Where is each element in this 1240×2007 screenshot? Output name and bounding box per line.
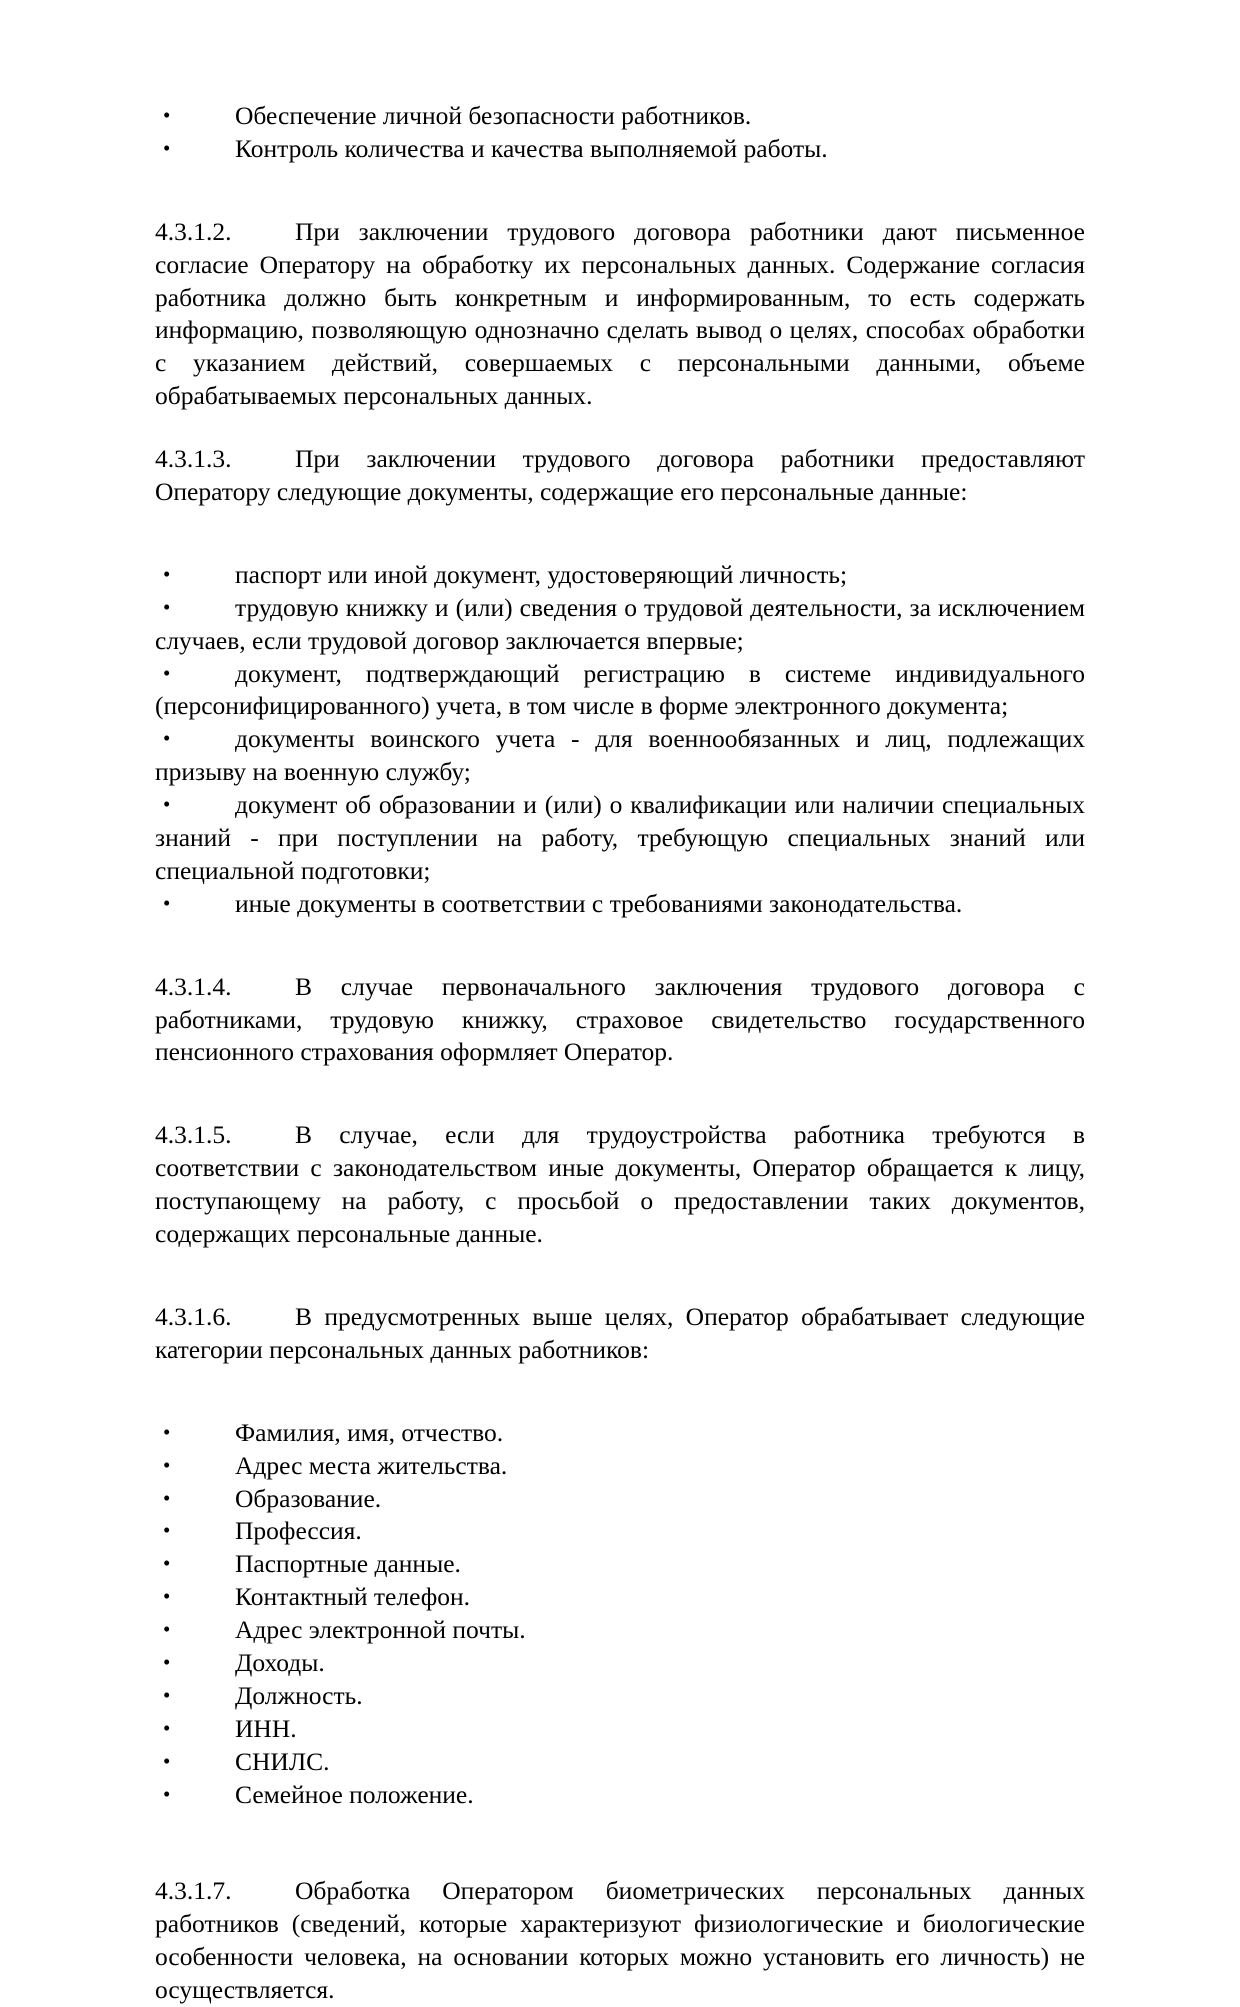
clause-text: В случае, если для трудоустройства работника требуются в соответствии с законодательством иные документы, Оператор обращается к лицу, поступающему на работу, с просьбой о предоставлении таких документов, содержащих персональные данные. (155, 1120, 1085, 1249)
bullet-icon: • (163, 1748, 171, 1773)
bullet-icon: • (163, 726, 171, 751)
list-item (155, 1450, 1085, 1483)
bullet-icon: • (163, 103, 171, 127)
list-item (155, 100, 1085, 133)
clause-4-3-1-3 (155, 443, 1085, 509)
list-item (155, 592, 1085, 658)
list-item-text: Контактный телефон. (235, 1582, 471, 1612)
list-item-text: Фамилия, имя, отчество. (235, 1417, 504, 1447)
bullet-icon: • (163, 890, 171, 915)
clause-number: 4.3.1.7. (155, 1876, 232, 1906)
bullet-icon: • (163, 594, 171, 619)
list-item (155, 1581, 1085, 1614)
list-item-text: паспорт или иной документ, удостоверяющий личность; (235, 559, 848, 589)
document-body (155, 100, 1085, 2007)
clause-text: При заключении трудового договора работники дают письменное согласие Оператору на обработку их персональных данных. Содержание согласия работника должно быть конкретным и информированным, то есть содержать информацию, позволяющую однозначно сделать вывод о целях, способах обработки с указанием действий, совершаемых с персональными данными, объеме обрабатываемых персональных данных. (155, 216, 1085, 411)
bullet-icon: • (163, 792, 171, 817)
clause-4-3-1-2 (155, 216, 1085, 413)
list-item (155, 1417, 1085, 1450)
clause-number: 4.3.1.3. (155, 444, 232, 474)
clause-number: 4.3.1.4. (155, 971, 232, 1001)
bullet-icon: • (163, 1551, 171, 1576)
list-item-text: Паспортные данные. (235, 1549, 461, 1579)
list-item (155, 1680, 1085, 1713)
list-item (155, 658, 1085, 724)
spacer (155, 1099, 1085, 1119)
list-item (155, 1483, 1085, 1516)
intro-bullet-list (155, 100, 1085, 166)
clause-4-3-1-6 (155, 1301, 1085, 1367)
list-item-text: Профессия. (235, 1516, 362, 1546)
list-item-text: документ об образовании и (или) о квалификации или наличии специальных знаний - при поступлении на работу, требующую специальных знаний или специальной подготовки; (155, 790, 1085, 885)
list-item-text: Образование. (235, 1483, 382, 1513)
list-item-text: трудовую книжку и (или) сведения о трудовой деятельности, за исключением случаев, если трудовой договор заключается впервые; (155, 592, 1085, 655)
bullet-icon: • (163, 660, 171, 685)
list-item (155, 1548, 1085, 1581)
list-item (155, 789, 1085, 888)
list-item-text: Доходы. (235, 1647, 325, 1677)
spacer (155, 1397, 1085, 1417)
list-item-text: Семейное положение. (235, 1779, 474, 1809)
list-item-text: иные документы в соответствии с требованиями законодательства. (235, 888, 963, 918)
clause-text: Обработка Оператором биометрических персональных данных работников (сведений, которые характеризуют физиологические и биологические особенности человека, на основании которых можно установить его личность) не осуществляется. (155, 1876, 1085, 2005)
clause-4-3-1-7 (155, 1875, 1085, 2007)
spacer (155, 1281, 1085, 1301)
clause-number: 4.3.1.5. (155, 1120, 232, 1150)
categories-bullet-list (155, 1417, 1085, 1812)
spacer (155, 951, 1085, 971)
list-item (155, 1515, 1085, 1548)
clause-text: В случае первоначального заключения трудового договора с работниками, трудовую книжку, страховое свидетельство государственного пенсионного страхования оформляет Оператор. (155, 971, 1085, 1067)
bullet-icon: • (163, 1584, 171, 1609)
clause-text: При заключении трудового договора работники предоставляют Оператору следующие документы, содержащие его персональные данные: (155, 444, 1085, 507)
bullet-icon: • (163, 1649, 171, 1674)
list-item-text: Адрес электронной почты. (235, 1615, 526, 1645)
bullet-icon: • (163, 1485, 171, 1510)
documents-bullet-list (155, 559, 1085, 921)
clause-4-3-1-4 (155, 971, 1085, 1070)
bullet-icon: • (163, 1617, 171, 1642)
list-item-text: ИНН. (235, 1713, 297, 1743)
list-item (155, 1779, 1085, 1812)
spacer (155, 1841, 1085, 1875)
bullet-icon: • (163, 1682, 171, 1707)
list-item (155, 1647, 1085, 1680)
list-item-text: Должность. (235, 1680, 363, 1710)
bullet-icon: • (163, 1781, 171, 1806)
list-item (155, 559, 1085, 592)
clause-4-3-1-5 (155, 1119, 1085, 1251)
bullet-icon: • (163, 135, 171, 160)
bullet-icon: • (163, 1452, 171, 1477)
list-item (155, 723, 1085, 789)
list-item (155, 1713, 1085, 1746)
list-item (155, 133, 1085, 166)
list-item-text: документы воинского учета - для военнообязанных и лиц, подлежащих призыву на военную службу; (155, 724, 1085, 787)
list-item-text: СНИЛС. (235, 1746, 330, 1776)
list-item (155, 1614, 1085, 1647)
list-item-text: Контроль количества и качества выполняемой работы. (235, 133, 828, 163)
spacer (155, 196, 1085, 216)
bullet-icon: • (163, 1419, 171, 1444)
list-item-text: Адрес места жительства. (235, 1450, 508, 1480)
list-item (155, 888, 1085, 921)
bullet-icon: • (163, 1518, 171, 1543)
spacer (155, 539, 1085, 559)
clause-number: 4.3.1.2. (155, 216, 232, 246)
clause-number: 4.3.1.6. (155, 1301, 232, 1331)
bullet-icon: • (163, 1715, 171, 1740)
clause-text: В предусмотренных выше целях, Оператор обрабатывает следующие категории персональных данных работников: (155, 1301, 1085, 1364)
bullet-icon: • (163, 561, 171, 586)
list-item (155, 1746, 1085, 1779)
list-item-text: документ, подтверждающий регистрацию в системе индивидуального (персонифицированного) учета, в том числе в форме электронного документа; (155, 658, 1085, 721)
list-item-text: Обеспечение личной безопасности работников. (235, 101, 752, 130)
